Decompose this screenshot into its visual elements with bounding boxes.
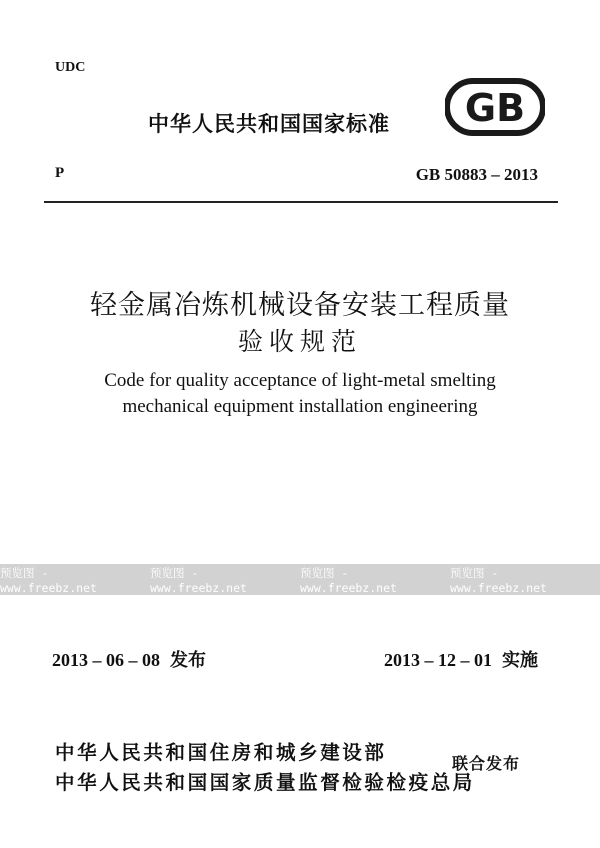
title-chinese-line-2: 验收规范 bbox=[237, 327, 362, 356]
national-standard-label: 中华人民共和国国家标准 bbox=[148, 112, 390, 136]
gb-logo-icon bbox=[445, 78, 545, 136]
gb-logo-text: GB bbox=[464, 86, 526, 130]
joint-release-label: 联合发布 bbox=[452, 754, 521, 773]
issue-date-block bbox=[52, 646, 206, 672]
standard-number: GB 50883 – 2013 bbox=[415, 165, 538, 184]
issue-word: 发布 bbox=[170, 650, 206, 671]
gb-logo bbox=[445, 78, 545, 136]
issuer-line-2: 中华人民共和国国家质量监督检验检疫总局 bbox=[55, 771, 475, 794]
title-english-line-1: Code for quality acceptance of light-metal smelting bbox=[104, 370, 496, 391]
watermark-text: 预览图 - www.freebz.net bbox=[450, 565, 547, 595]
implement-date: 2013 – 12 – 01 bbox=[384, 650, 492, 670]
issue-date: 2013 – 06 – 08 bbox=[52, 650, 160, 670]
header-rule bbox=[44, 201, 558, 203]
title-chinese-line-1: 轻金属冶炼机械设备安装工程质量 bbox=[90, 290, 510, 321]
implement-word: 实施 bbox=[502, 650, 538, 671]
watermark-text: 预览图 - www.freebz.net bbox=[0, 565, 97, 595]
issuer-line-1: 中华人民共和国住房和城乡建设部 bbox=[55, 741, 387, 764]
watermark-text: 预览图 - www.freebz.net bbox=[150, 565, 247, 595]
watermark-text: 预览图 - www.freebz.net bbox=[300, 565, 397, 595]
watermark-band bbox=[0, 564, 600, 595]
implement-date-block bbox=[384, 646, 538, 672]
udc-label: UDC bbox=[55, 60, 86, 75]
title-english-line-2: mechanical equipment installation engineering bbox=[122, 396, 478, 417]
category-code: P bbox=[55, 165, 65, 181]
